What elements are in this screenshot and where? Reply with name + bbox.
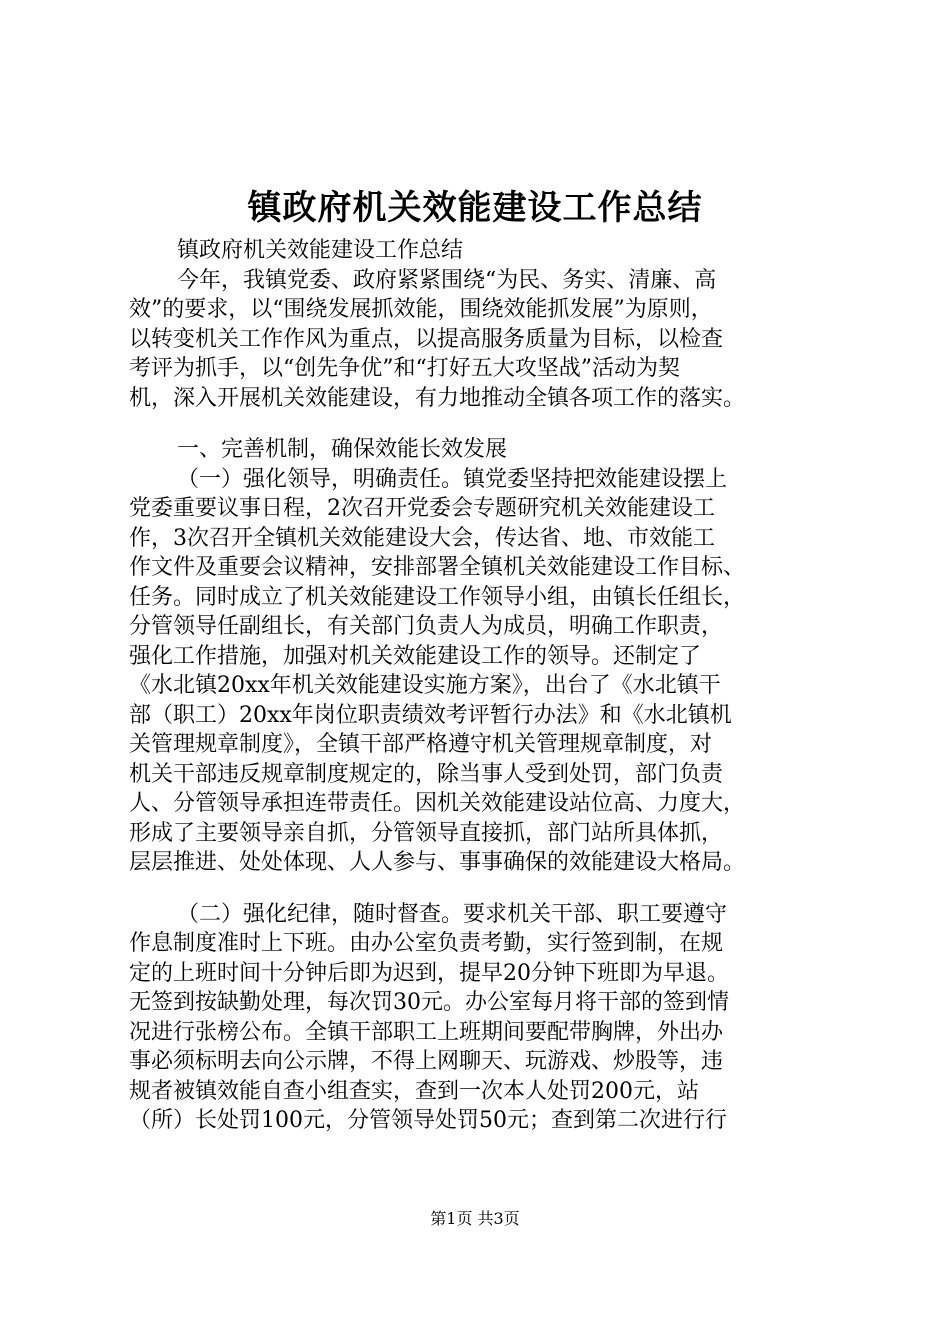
para1-line: 党委重要议事日程，2次召开党委会专题研究机关效能建设工	[129, 496, 715, 521]
intro-line: 以转变机关工作作风为重点，以提高服务质量为目标，以检查	[129, 326, 724, 352]
para1-line: 分管领导任副组长，有关部门负责人为成员，明确工作职责，	[129, 614, 724, 639]
para1-line: 部（职工）20xx年岗位职责绩效考评暂行办法》和《水北镇机	[129, 702, 732, 728]
document-subtitle: 镇政府机关效能建设工作总结	[177, 238, 464, 263]
para2-line: 规者被镇效能自查小组查实，查到一次本人处罚200元，站	[129, 1078, 699, 1104]
para2-line: 作息制度准时上下班。由办公室负责考勤，实行签到制，在规	[129, 931, 724, 956]
para1-line: 形成了主要领导亲自抓，分管领导直接抓，部门站所具体抓，	[129, 820, 724, 846]
para1-line: 人、分管领导承担连带责任。因机关效能建设站位高、力度大，	[129, 791, 746, 816]
document-body	[129, 236, 851, 1136]
para2-line: 事必须标明去向公示牌，不得上网聊天、玩游戏、炒股等，违	[129, 1049, 724, 1074]
paragraph-gap	[129, 413, 851, 435]
para1-line: （一）强化领导，明确责任。镇党委坚持把效能建设摆上	[177, 466, 728, 492]
intro-line: 今年，我镇党委、政府紧紧围绕“为民、务实、清廉、高	[177, 267, 717, 293]
section-heading: 一、完善机制，确保效能长效发展	[177, 437, 508, 462]
paragraph-gap	[129, 878, 851, 900]
para1-line: 关管理规章制度》，全镇干部严格遵守机关管理规章制度，对	[129, 732, 713, 757]
para2-line: 定的上班时间十分钟后即为迟到，提早20分钟下班即为早退。	[129, 960, 729, 986]
para2-line: 无签到按缺勤处理，每次罚30元。办公室每月将干部的签到情	[129, 990, 729, 1015]
document-title: 镇政府机关效能建设工作总结	[247, 188, 703, 228]
intro-line: 效”的要求，以“围绕发展抓效能，围绕效能抓发展”为原则，	[129, 297, 713, 322]
page-footer: 第1页 共3页	[430, 1209, 520, 1228]
para1-line: 机关干部违反规章制度规定的，除当事人受到处罚，部门负责	[129, 761, 724, 787]
intro-line: 考评为抓手，以“创先争优”和“打好五大攻坚战”活动为契	[129, 356, 680, 381]
para1-line: 《水北镇20xx年机关效能建设实施方案》，出台了《水北镇干	[129, 673, 721, 698]
para1-line: 任务。同时成立了机关效能建设工作领导小组，由镇长任组长，	[129, 584, 746, 610]
para1-line: 层层推进、处处体现、人人参与、事事确保的效能建设大格局。	[129, 850, 746, 875]
para1-line: 作，3次召开全镇机关效能建设大会，传达省、地、市效能工	[129, 525, 715, 551]
para1-line: 强化工作措施，加强对机关效能建设工作的领导。还制定了	[129, 643, 702, 669]
intro-line: 机，深入开展机关效能建设，有力地推动全镇各项工作的落实。	[129, 385, 746, 411]
para2-line: （二）强化纪律，随时督查。要求机关干部、职工要遵守	[177, 901, 728, 927]
para1-line: 作文件及重要会议精神，安排部署全镇机关效能建设工作目标、	[129, 555, 746, 580]
para2-line: （所）长处罚100元，分管领导处罚50元；查到第二次进行行	[129, 1108, 727, 1133]
para2-line: 况进行张榜公布。全镇干部职工上班期间要配带胸牌，外出办	[129, 1019, 724, 1045]
